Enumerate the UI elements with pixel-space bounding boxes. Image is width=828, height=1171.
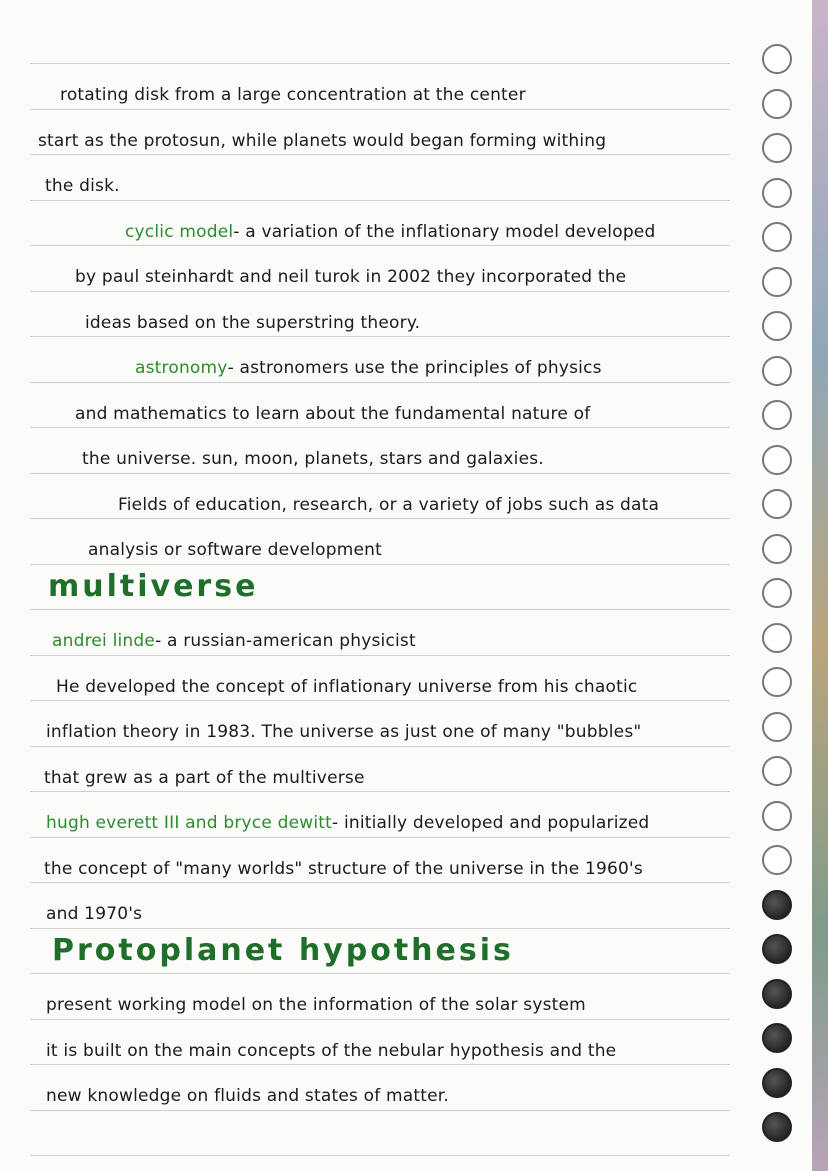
binder-ring-icon	[762, 445, 792, 475]
note-line	[0, 976, 740, 1021]
binder-ring-icon	[762, 712, 792, 742]
binder-ring-icon	[762, 489, 792, 519]
binder-ring-icon	[762, 400, 792, 430]
note-line	[0, 1022, 740, 1067]
line-text: and mathematics to learn about the fundamental nature of	[75, 403, 591, 424]
binder-ring-icon	[762, 667, 792, 697]
heading-text: Protoplanet hypothesis	[52, 932, 514, 968]
line-text: rotating disk from a large concentration at the center	[60, 85, 526, 105]
note-line	[0, 248, 740, 293]
line-text: that grew as a part of the multiverse	[44, 767, 365, 788]
line-text: ideas based on the superstring theory.	[85, 312, 421, 333]
binder-ring-icon	[762, 979, 792, 1009]
note-line	[0, 703, 740, 748]
note-line	[0, 1067, 740, 1112]
line-text: - a variation of the inflationary model developed	[233, 221, 656, 242]
note-line	[0, 294, 740, 339]
line-text: the concept of "many worlds" structure of the universe in the 1960's	[44, 858, 643, 879]
note-line	[0, 476, 740, 521]
binder-ring-icon	[762, 801, 792, 831]
binder-ring-icon	[762, 222, 792, 252]
line-text: - astronomers use the principles of physics	[227, 358, 602, 378]
binder-ring-icon	[762, 934, 792, 964]
line-text: the disk.	[45, 176, 120, 196]
line-text: new knowledge on fluids and states of matter.	[46, 1086, 450, 1106]
note-line	[0, 430, 740, 475]
note-line	[0, 385, 740, 430]
binder-ring-icon	[762, 178, 792, 208]
binder-ring-icon	[762, 1023, 792, 1053]
note-line	[0, 66, 740, 111]
term-text: andrei linde	[52, 631, 156, 651]
note-line	[0, 794, 740, 839]
note-line	[0, 157, 740, 202]
section-heading	[0, 567, 740, 612]
binder-ring-icon	[762, 845, 792, 875]
note-line	[0, 339, 740, 384]
line-text: Fields of education, research, or a variety of jobs such as data	[118, 494, 660, 515]
binder-ring-icon	[762, 578, 792, 608]
note-line	[0, 112, 740, 157]
binder-ring-icon	[762, 89, 792, 119]
note-line	[0, 658, 740, 703]
line-text: present working model on the information of the solar system	[46, 995, 586, 1015]
ruled-line	[30, 1155, 730, 1156]
line-text: and 1970's	[46, 904, 143, 924]
line-text: by paul steinhardt and neil turok in 2002 they incorporated the	[75, 267, 627, 287]
heading-text: multiverse	[48, 568, 259, 604]
line-text: - a russian-american physicist	[155, 631, 416, 651]
line-text: - initially developed and popularized	[332, 813, 650, 833]
note-line	[0, 749, 740, 794]
binder-ring-icon	[762, 1068, 792, 1098]
page-edge-background	[812, 0, 828, 1171]
note-line	[0, 612, 740, 657]
note-line	[0, 840, 740, 885]
binder-ring-icon	[762, 267, 792, 297]
term-text: astronomy	[135, 358, 228, 378]
binder-ring-icon	[762, 311, 792, 341]
line-text: the universe. sun, moon, planets, stars and galaxies.	[82, 449, 544, 469]
binder-ring-icon	[762, 44, 792, 74]
line-text: analysis or software development	[88, 540, 382, 560]
term-text: cyclic model	[125, 221, 234, 242]
line-text: start as the protosun, while planets would began forming withing	[38, 130, 607, 151]
binder-ring-icon	[762, 133, 792, 163]
binder-ring-icon	[762, 623, 792, 653]
term-text: hugh everett III and bryce dewitt	[46, 813, 332, 833]
section-heading	[0, 931, 740, 976]
binder-ring-icon	[762, 890, 792, 920]
binder-ring-icon	[762, 1112, 792, 1142]
ruled-line	[30, 63, 730, 64]
line-text: it is built on the main concepts of the nebular hypothesis and the	[46, 1040, 617, 1061]
note-line	[0, 203, 740, 248]
binder-ring-icon	[762, 756, 792, 786]
binder-ring-icon	[762, 356, 792, 386]
line-text: inflation theory in 1983. The universe as just one of many "bubbles"	[46, 722, 642, 742]
note-line	[0, 521, 740, 566]
binder-ring-icon	[762, 534, 792, 564]
note-line	[0, 885, 740, 930]
line-text: He developed the concept of inflationary universe from his chaotic	[56, 676, 638, 697]
binder-rings	[762, 44, 802, 1157]
